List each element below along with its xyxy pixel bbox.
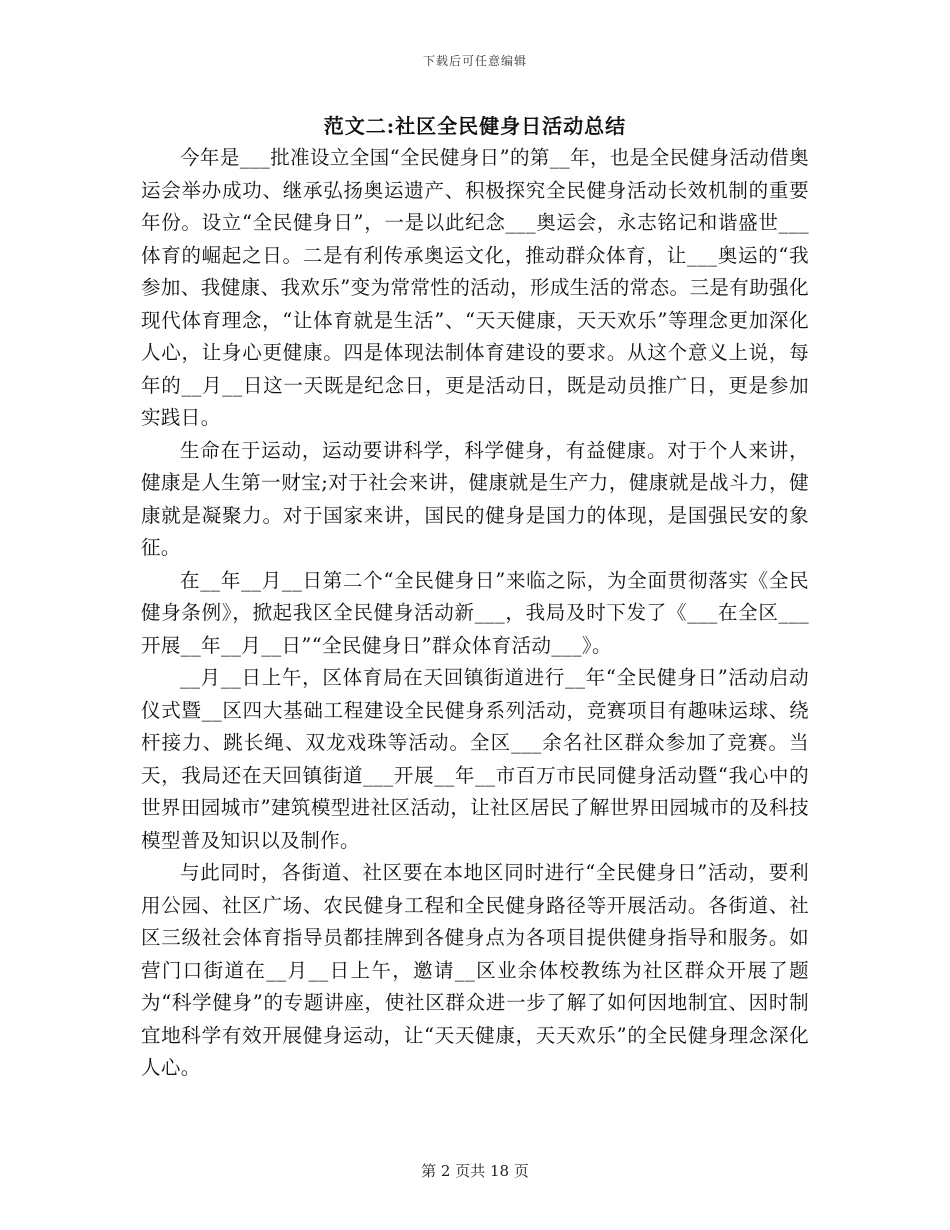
page-indicator: 第 2 页共 18 页	[421, 1162, 529, 1180]
header-note: 下载后可任意编辑	[422, 54, 527, 68]
document-title: 范文二:社区全民健身日活动总结	[323, 114, 627, 138]
paragraph-1: 今年是___批准设立全国“全民健身日”的第__年，也是全民健身活动借奥运会举办成功、继承弘扬奥运遗产、积极探究全民健身活动长效机制的重要年份。设立“全民健身日”，一是以此纪念___奥运会，永志铭记和谐盛世___体育的崛起之日。二是有利传承奥运文化，推动群众体育，让___奥运的“我参加、我健康、我欢乐”变为常常性的活动，形成生活的常态。三是有助强化现代体育理念，“让体育就是生活”、“天天健康，天天欢乐”等理念更加深化人心，让身心更健康。四是体现法制体育建设的要求。从这个意义上说，每年的__月__日这一天既是纪念日，更是活动日，既是动员推广日，更是参加实践日。	[141, 146, 809, 429]
paragraph-2: 生命在于运动，运动要讲科学，科学健身，有益健康。对于个人来讲，健康是人生第一财宝;对于社会来讲，健康就是生产力，健康就是战斗力，健康就是凝聚力。对于国家来讲，国民的健身是国力的体现，是国强民安的象征。	[141, 438, 809, 559]
document-body	[141, 142, 809, 1085]
paragraph-4: __月__日上午，区体育局在天回镇街道进行__年“全民健身日”活动启动仪式暨__区四大基础工程建设全民健身系列活动，竞赛项目有趣味运球、绕杆接力、跳长绳、双龙戏珠等活动。全区___余名社区群众参加了竞赛。当天，我局还在天回镇街道___开展__年__市百万市民同健身活动暨“我心中的世界田园城市”建筑模型进社区活动，让社区居民了解世界田园城市的及科技模型普及知识以及制作。	[141, 666, 809, 852]
paragraph-5: 与此同时，各街道、社区要在本地区同时进行“全民健身日”活动，要利用公园、社区广场、农民健身工程和全民健身路径等开展活动。各街道、社区三级社会体育指导员都挂牌到各健身点为各项目提供健身指导和服务。如营门口街道在__月__日上午，邀请__区业余体校教练为社区群众开展了题为“科学健身”的专题讲座，使社区群众进一步了解了如何因地制宜、因时制宜地科学有效开展健身运动，让“天天健康，天天欢乐”的全民健身理念深化人心。	[141, 861, 809, 1079]
paragraph-3: 在__年__月__日第二个“全民健身日”来临之际，为全面贯彻落实《全民健身条例》，掀起我区全民健身活动新___，我局及时下发了《___在全区___开展__年__月__日”“全民健身日”群众体育活动___》。	[141, 568, 809, 657]
